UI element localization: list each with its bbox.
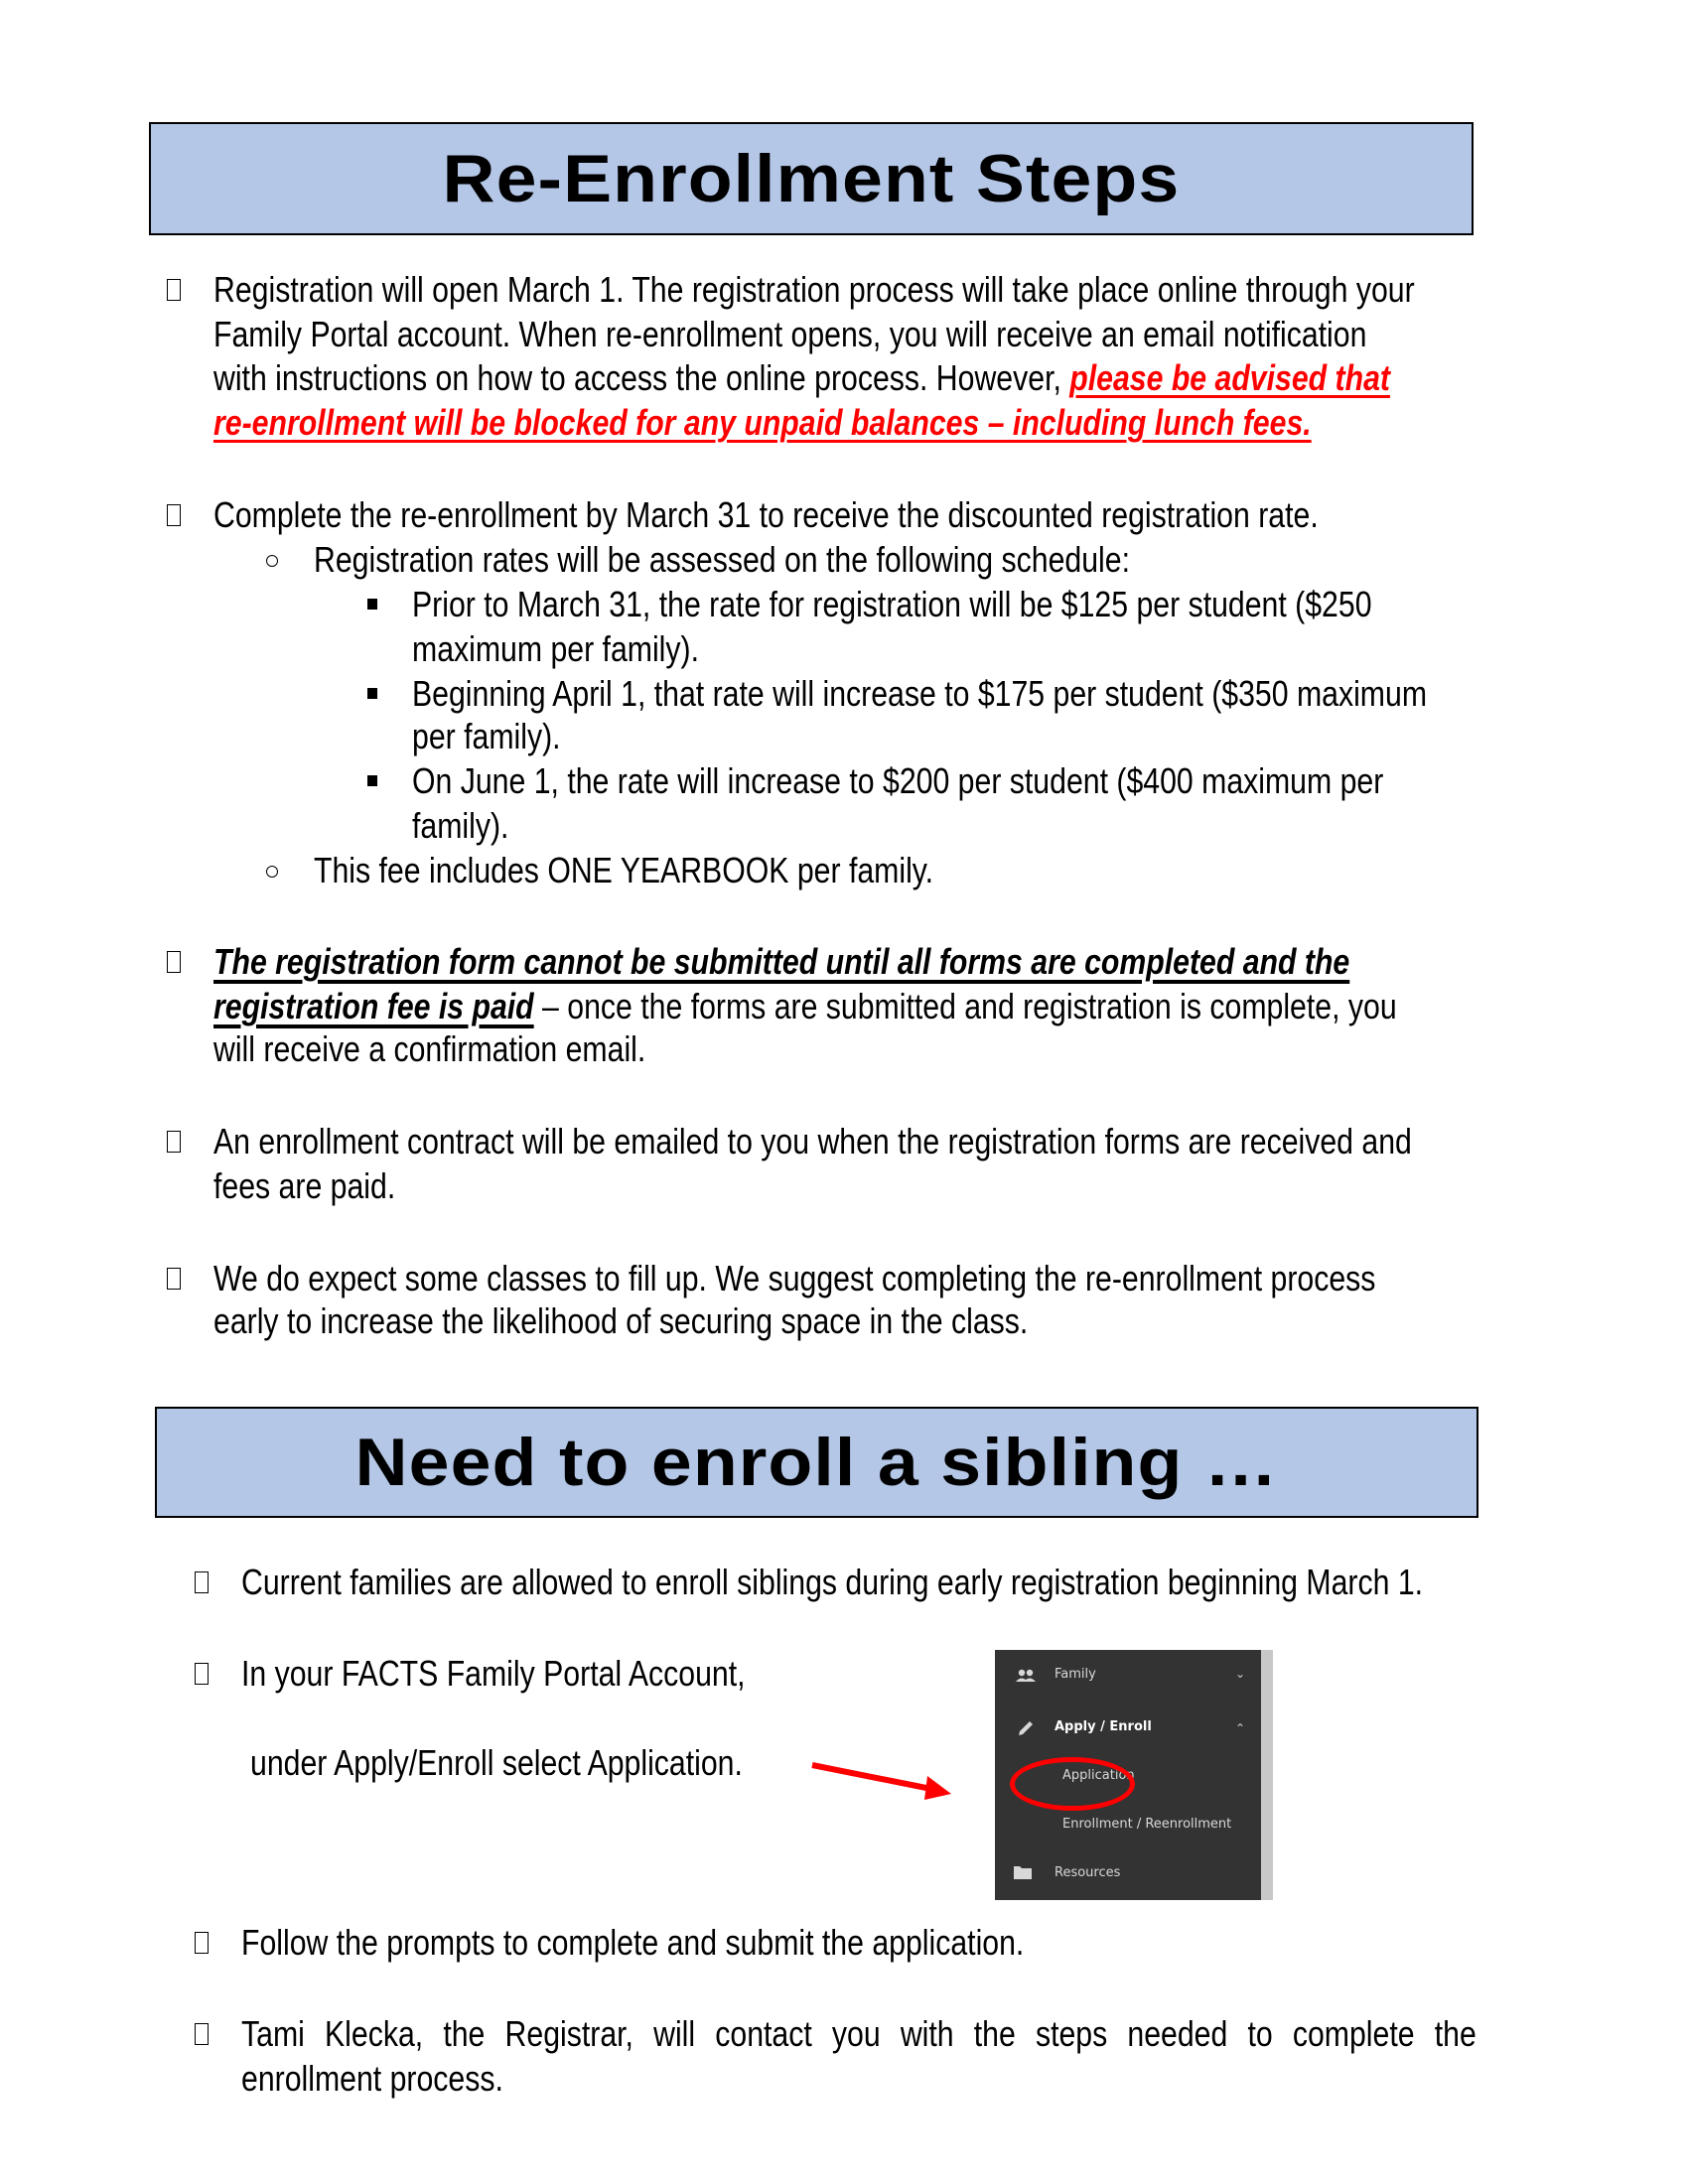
square-bullet-icon [367, 688, 377, 699]
paragraph-line: Tami Klecka, the Registrar, will contact you with the steps needed to complete the [241, 2013, 1477, 2054]
rate-line: Prior to March 31, the rate for registration will be $125 per student ($250 [412, 584, 1372, 624]
unpaid-balance-warning: please be advised that [1069, 357, 1390, 398]
circle-bullet-icon [266, 866, 278, 878]
rate-line: per family). [412, 716, 561, 756]
checkbox-icon [195, 2023, 209, 2045]
section-banner-sibling [155, 1407, 1478, 1518]
paragraph-line [213, 401, 1312, 445]
banner-title: Need to enroll a sibling … [354, 1425, 1279, 1500]
paragraph-line: Current families are allowed to enroll siblings during early registration beginning March 1. [241, 1562, 1424, 1602]
circle-bullet-icon [266, 555, 278, 567]
paragraph-line: Follow the prompts to complete and submit the application. [241, 1922, 1025, 1963]
paragraph-line: will receive a confirmation email. [213, 1028, 646, 1069]
paragraph-line: In your FACTS Family Portal Account, [241, 1653, 746, 1694]
checkbox-icon [167, 1131, 181, 1153]
rate-line: family). [412, 805, 509, 846]
checkbox-icon [167, 951, 181, 973]
submission-requirement-emphasis: The registration form cannot be submitted until all forms are completed and the [213, 941, 1350, 982]
rate-line: Beginning April 1, that rate will increase to $175 per student ($350 maximum [412, 673, 1428, 714]
red-highlight-circle [1010, 1757, 1135, 1811]
menu-item-resources[interactable]: Resources [1055, 1865, 1121, 1880]
red-arrow-icon [804, 1752, 963, 1812]
checkbox-icon [195, 1932, 209, 1954]
paragraph-text: – once the forms are submitted and registration is complete, you [533, 986, 1397, 1026]
paragraph-line: We do expect some classes to fill up. We suggest completing the re-enrollment process [213, 1258, 1376, 1298]
paragraph-line: fees are paid. [213, 1165, 396, 1206]
paragraph-line: Family Portal account. When re-enrollment opens, you will receive an email notification [213, 314, 1367, 354]
folder-icon [1013, 1864, 1033, 1880]
checkbox-icon [195, 1663, 209, 1685]
banner-title: Re-Enrollment Steps [442, 141, 1181, 216]
checkbox-icon [167, 1268, 181, 1290]
paragraph-line: Complete the re-enrollment by March 31 to receive the discounted registration rate. [213, 494, 1319, 535]
sub-bullet-text: Registration rates will be assessed on the following schedule: [314, 539, 1130, 580]
scrollbar [1261, 1650, 1273, 1900]
chevron-down-icon[interactable]: ⌄ [1235, 1667, 1246, 1681]
paragraph-text: with instructions on how to access the online process. However, [213, 357, 1070, 398]
menu-item-application[interactable]: Application [1062, 1768, 1135, 1783]
facts-portal-menu-screenshot [995, 1650, 1273, 1900]
square-bullet-icon [367, 775, 377, 786]
paragraph-line [213, 940, 1349, 984]
rate-line: On June 1, the rate will increase to $200 per student ($400 maximum per [412, 760, 1384, 801]
paragraph-line: Registration will open March 1. The registration process will take place online through your [213, 269, 1415, 310]
menu-item-enrollment-reenrollment[interactable]: Enrollment / Reenrollment [1062, 1817, 1232, 1832]
chevron-up-icon[interactable]: ⌃ [1235, 1721, 1246, 1735]
paragraph-line: An enrollment contract will be emailed to you when the registration forms are received and [213, 1121, 1412, 1161]
checkbox-icon [195, 1571, 209, 1593]
menu-item-apply-enroll[interactable]: Apply / Enroll [1055, 1719, 1152, 1734]
checkbox-icon [167, 279, 181, 301]
submission-requirement-emphasis: registration fee is paid [213, 986, 534, 1026]
paragraph-line: early to increase the likelihood of securing space in the class. [213, 1300, 1029, 1341]
section-banner-reenrollment [149, 122, 1474, 235]
paragraph-line: enrollment process. [241, 2058, 503, 2099]
menu-item-family[interactable]: Family [1055, 1667, 1096, 1682]
rate-line: maximum per family). [412, 628, 699, 669]
checkbox-icon [167, 504, 181, 526]
sub-bullet-text: This fee includes ONE YEARBOOK per family. [314, 850, 934, 890]
pencil-icon [1017, 1719, 1035, 1737]
people-icon [1015, 1669, 1037, 1683]
paragraph-line [213, 356, 1390, 400]
paragraph-line: under Apply/Enroll select Application. [250, 1742, 743, 1783]
square-bullet-icon [367, 599, 377, 610]
unpaid-balance-warning: re-enrollment will be blocked for any unpaid balances – including lunch fees. [213, 402, 1312, 443]
paragraph-line [213, 985, 1397, 1028]
